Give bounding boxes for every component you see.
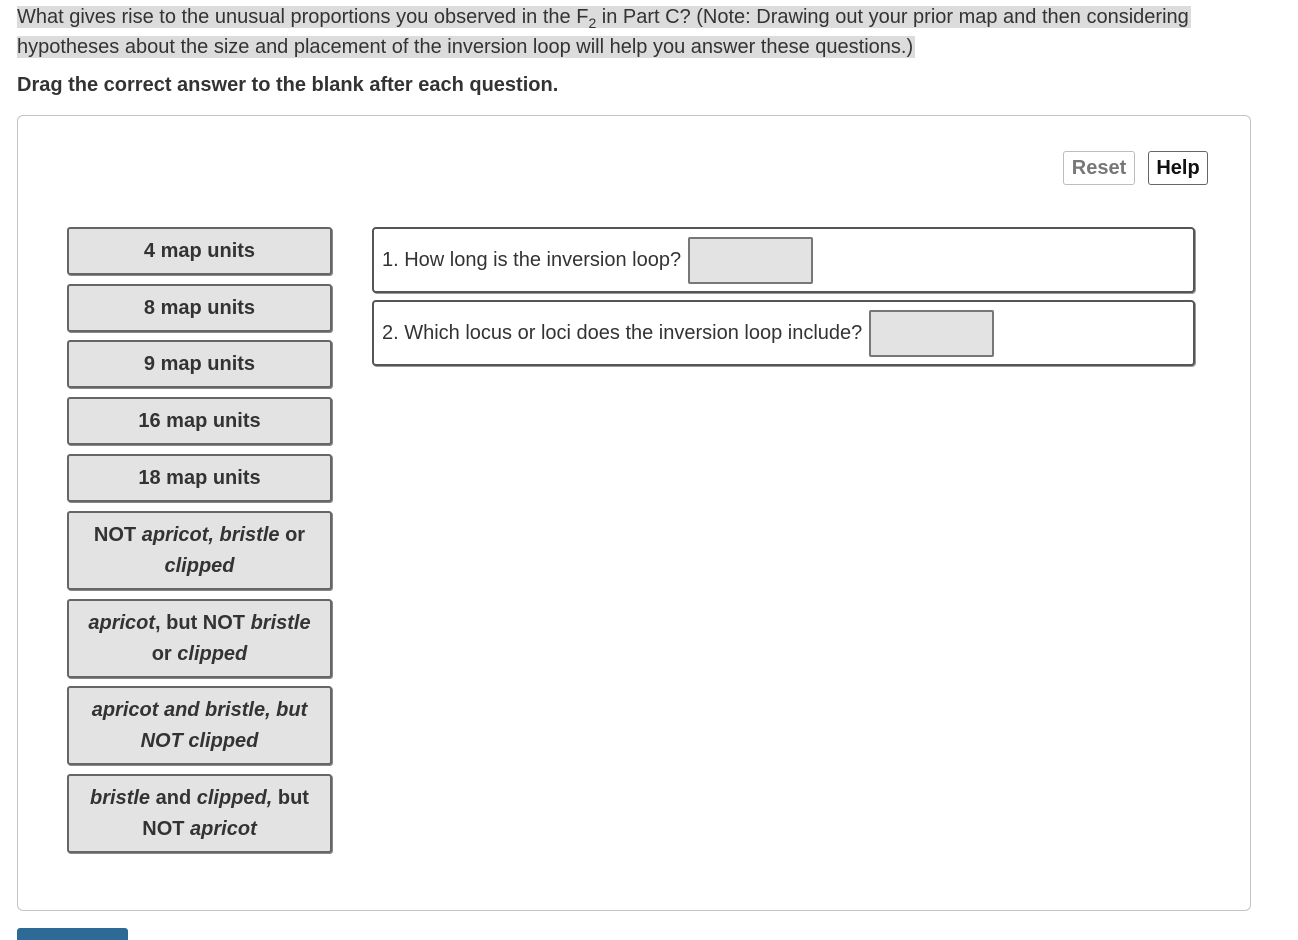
answer-tile-7[interactable]	[67, 599, 332, 678]
instruction-text: Drag the correct answer to the blank after each question.	[17, 74, 559, 96]
answer-tile-text: clipped	[177, 642, 248, 665]
answer-tile-text: 4 map units	[143, 239, 256, 262]
answer-tile-text: 18 map units	[138, 466, 261, 489]
answer-tile-label	[144, 236, 255, 267]
answer-tile-text: or	[279, 523, 306, 546]
answer-tile-label	[138, 463, 260, 494]
answer-tile-text: and	[150, 786, 197, 809]
reset-button[interactable]: Reset	[1063, 151, 1135, 185]
answer-tile-text: apricot	[190, 817, 257, 840]
answer-tile-text: , but NOT	[155, 611, 251, 634]
answer-tile-4[interactable]	[67, 397, 332, 445]
answer-tile-1[interactable]	[67, 227, 332, 275]
answer-tile-text: bristle	[250, 611, 311, 634]
answer-tile-text: apricot, bristle	[141, 523, 280, 546]
answer-tile-5[interactable]	[67, 454, 332, 502]
answer-tile-3[interactable]	[67, 340, 332, 388]
answer-tile-text: NOT	[93, 523, 142, 546]
answer-tile-text: apricot and bristle, but NOT clipped	[91, 698, 308, 752]
answer-tile-2[interactable]	[67, 284, 332, 332]
drop-target-2[interactable]	[869, 310, 994, 357]
answer-tile-text: or	[151, 642, 178, 665]
answer-tile-text: but NOT	[142, 786, 309, 840]
answer-tile-8[interactable]	[67, 686, 332, 765]
answer-tile-label	[79, 608, 320, 670]
answer-tile-text: apricot	[88, 611, 156, 634]
question-text	[17, 2, 1262, 62]
answer-tile-9[interactable]	[67, 774, 332, 853]
submit-button[interactable]	[17, 928, 128, 940]
question-part2: in Part C? (Note: Drawing out your prior map and then considering hypotheses about the size and placement of the inversion loop will help you answer these questions.)	[17, 6, 1189, 58]
answer-tile-text: bristle	[90, 786, 151, 809]
answer-tile-label	[144, 293, 255, 324]
question-row-1	[372, 227, 1195, 293]
answer-tile-text: clipped,	[196, 786, 273, 809]
answer-tile-text: 16 map units	[138, 409, 261, 432]
answer-tile-text: clipped	[164, 554, 235, 577]
question-label-1: 1. How long is the inversion loop?	[382, 248, 682, 271]
help-button[interactable]: Help	[1148, 151, 1208, 185]
answer-tile-label	[79, 783, 320, 845]
drop-target-1[interactable]	[688, 237, 813, 284]
question-subscript: 2	[588, 15, 597, 31]
answer-tile-6[interactable]	[67, 511, 332, 590]
answer-tile-label	[79, 520, 320, 582]
answer-tile-label	[144, 349, 255, 380]
answer-tile-label	[79, 695, 320, 757]
question-part1: What gives rise to the unusual proportions you observed in the F	[17, 6, 589, 28]
answer-tile-text: 9 map units	[143, 352, 256, 375]
question-row-2	[372, 300, 1195, 366]
answer-tile-label	[138, 406, 260, 437]
answer-tile-text: 8 map units	[143, 296, 256, 319]
question-label-2: 2. Which locus or loci does the inversion loop include?	[382, 321, 863, 344]
